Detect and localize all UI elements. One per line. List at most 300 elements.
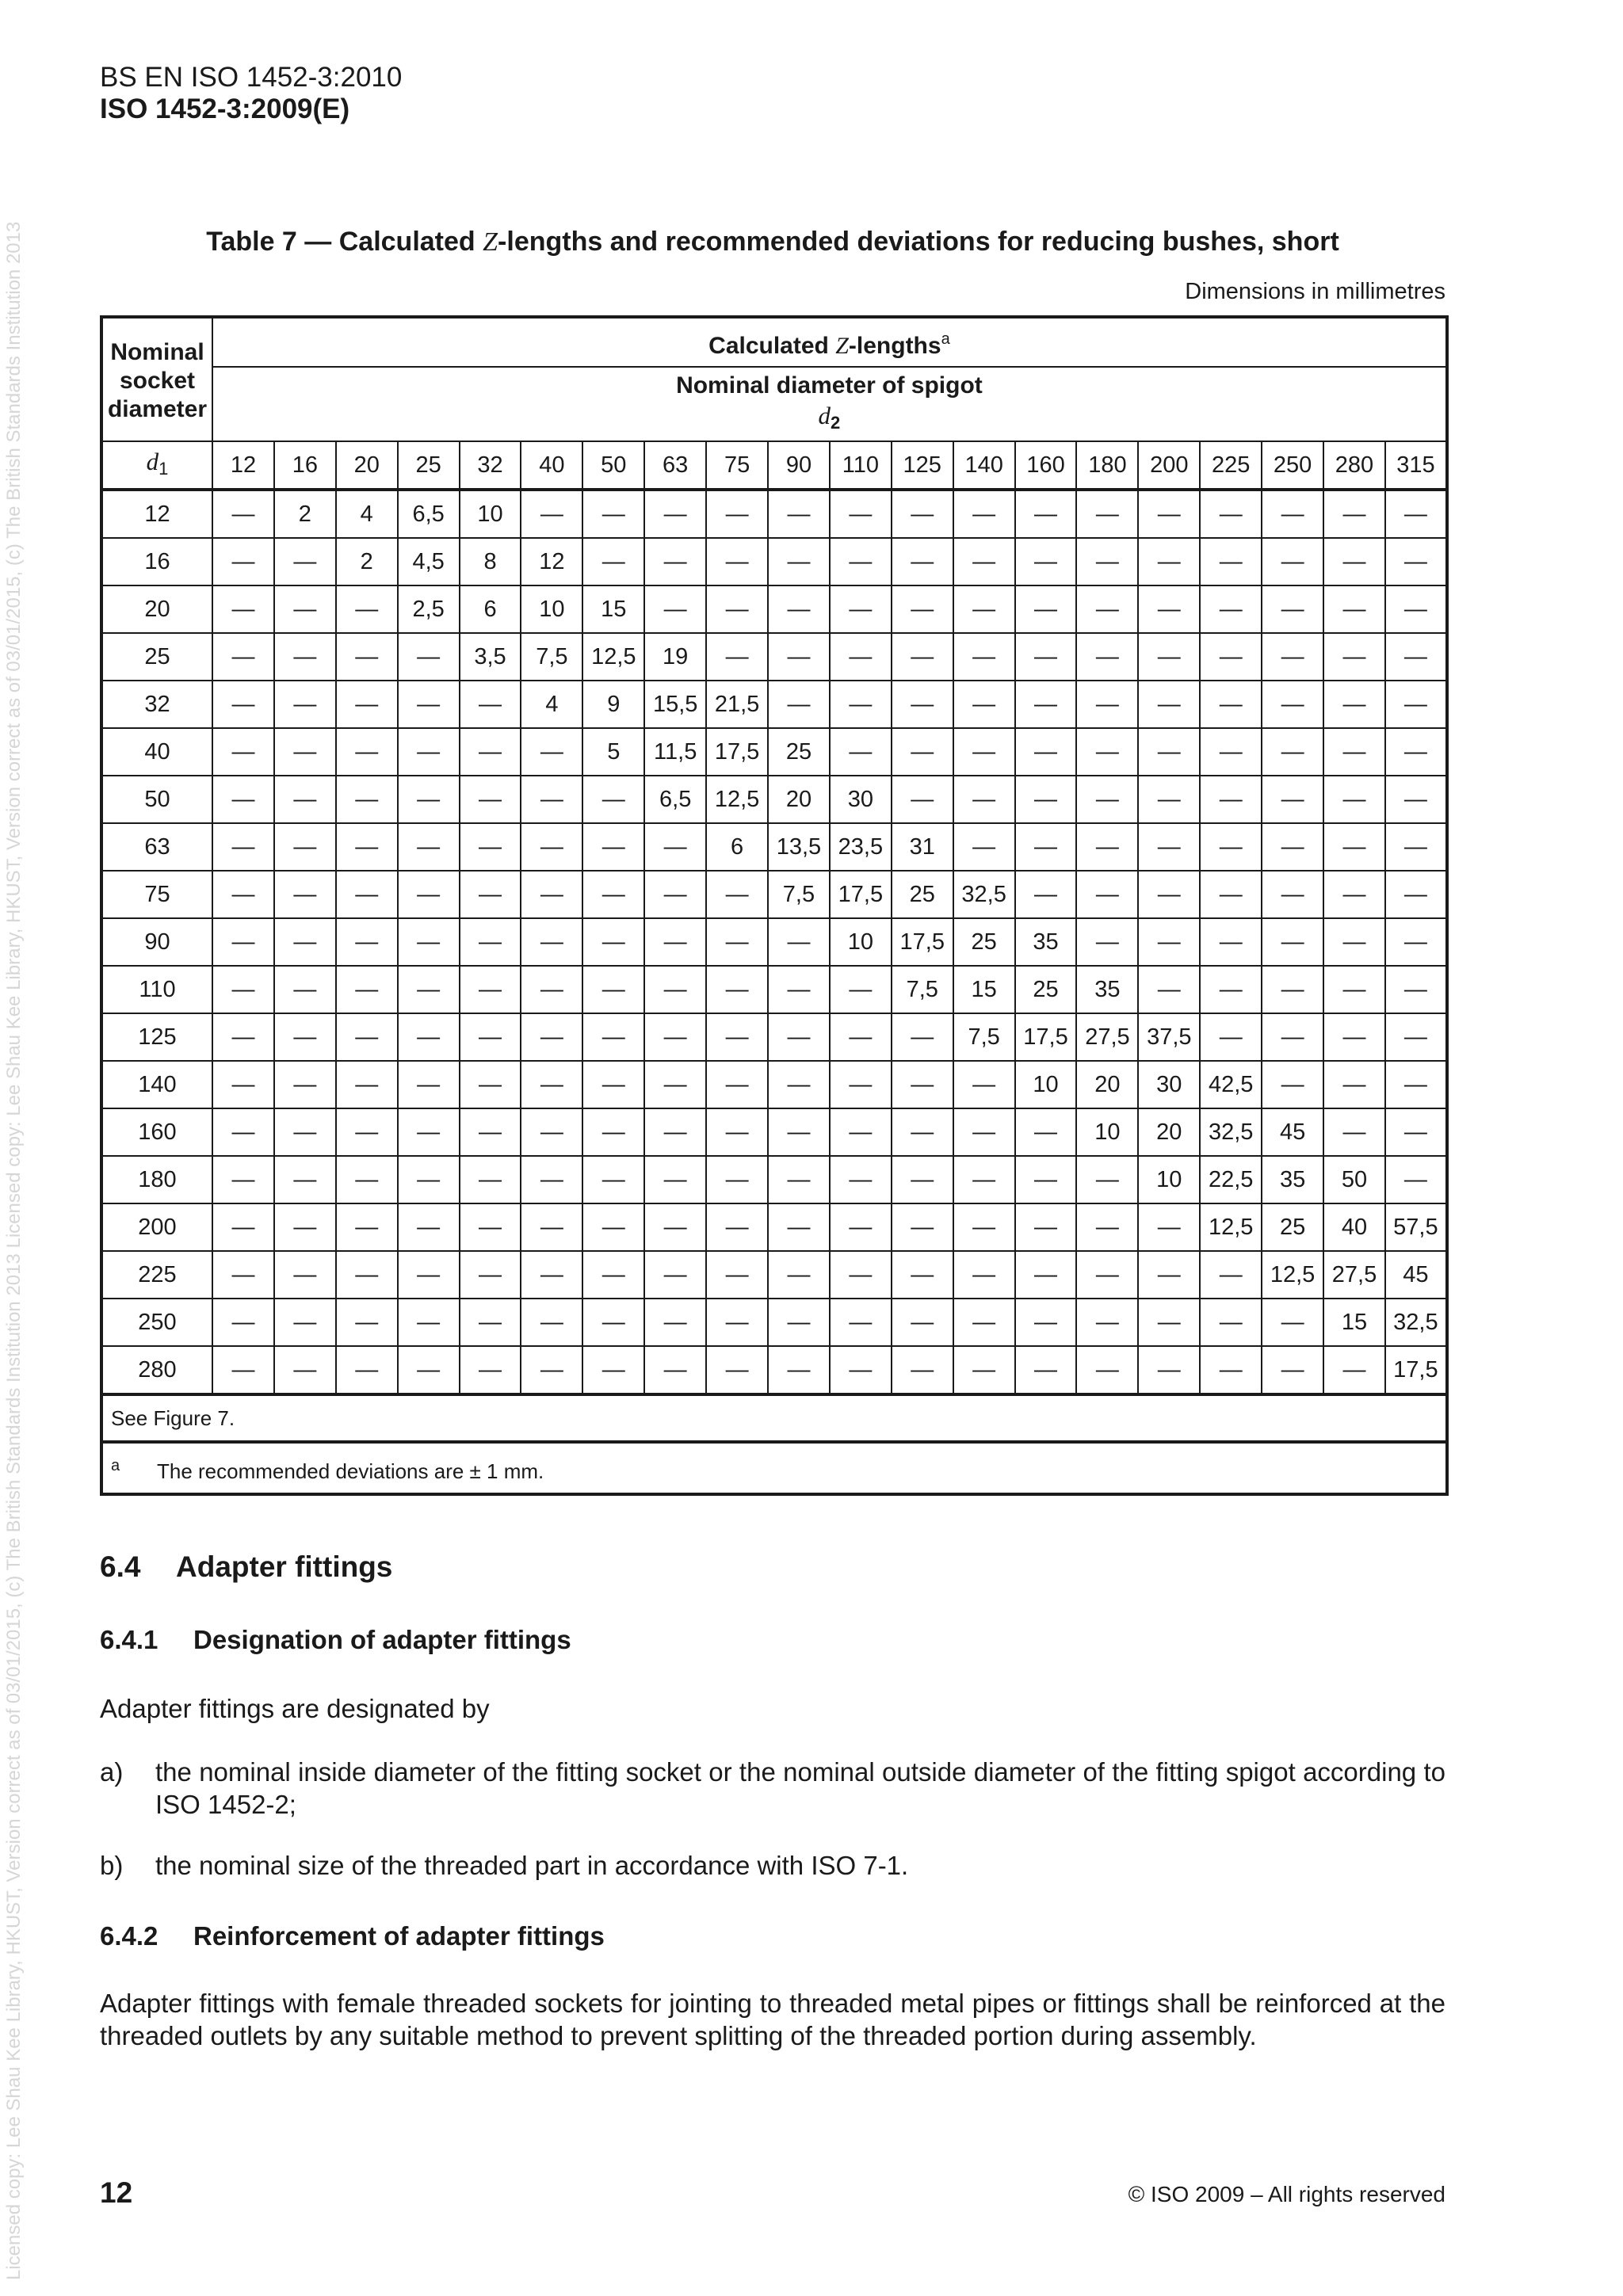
z-length-cell: — xyxy=(1076,776,1138,823)
z-length-cell: 10 xyxy=(830,918,892,966)
z-length-cell: — xyxy=(274,728,336,776)
subsection-1-title: Designation of adapter fittings xyxy=(193,1625,571,1654)
z-length-cell: — xyxy=(1015,1346,1077,1394)
z-length-cell: — xyxy=(212,1013,274,1061)
z-length-cell: — xyxy=(212,776,274,823)
z-length-cell: 31 xyxy=(892,823,953,871)
z-length-cell: — xyxy=(521,1013,582,1061)
z-length-cell: — xyxy=(768,1061,830,1108)
z-length-cell: — xyxy=(830,1013,892,1061)
z-length-cell: 10 xyxy=(460,490,521,538)
z-length-cell: — xyxy=(1076,490,1138,538)
z-length-cell: — xyxy=(706,1299,768,1346)
z-length-cell: — xyxy=(644,1156,706,1203)
socket-diameter-cell: 225 xyxy=(101,1251,212,1299)
z-length-cell: 20 xyxy=(768,776,830,823)
z-length-cell: — xyxy=(706,1156,768,1203)
z-length-cell: 22,5 xyxy=(1200,1156,1262,1203)
z-length-cell: — xyxy=(274,1299,336,1346)
z-length-cell: — xyxy=(212,728,274,776)
z-length-cell: — xyxy=(582,538,644,585)
z-length-cell: — xyxy=(336,1013,398,1061)
z-length-cell: 10 xyxy=(1076,1108,1138,1156)
z-length-cell: — xyxy=(1385,490,1447,538)
z-length-cell: — xyxy=(274,1156,336,1203)
socket-diameter-cell: 16 xyxy=(101,538,212,585)
z-length-cell: — xyxy=(1138,1299,1200,1346)
z-length-cell: — xyxy=(1138,538,1200,585)
z-length-cell: — xyxy=(336,633,398,681)
z-length-cell: — xyxy=(398,871,460,918)
d2-subscript: 2 xyxy=(831,412,841,433)
dimensions-note: Dimensions in millimetres xyxy=(1185,279,1445,304)
z-length-cell: — xyxy=(274,1108,336,1156)
z-length-cell: — xyxy=(1015,871,1077,918)
z-length-cell: — xyxy=(398,776,460,823)
z-length-cell: — xyxy=(1138,1346,1200,1394)
z-length-cell: — xyxy=(706,490,768,538)
z-length-cell: — xyxy=(830,490,892,538)
z-length-cell: 10 xyxy=(1138,1156,1200,1203)
z-length-cell: — xyxy=(1015,681,1077,728)
socket-diameter-cell: 180 xyxy=(101,1156,212,1203)
z-length-cell: — xyxy=(892,728,953,776)
z-length-cell: 2 xyxy=(274,490,336,538)
calc-label-end: -lengths xyxy=(848,332,941,359)
section-number: 6.4 xyxy=(100,1550,141,1583)
z-length-cell: 25 xyxy=(1262,1203,1323,1251)
z-length-cell: — xyxy=(460,1299,521,1346)
table-row xyxy=(101,871,1447,918)
z-length-cell: — xyxy=(212,585,274,633)
z-length-cell: — xyxy=(212,1299,274,1346)
z-length-cell: — xyxy=(953,633,1015,681)
z-length-cell: — xyxy=(521,871,582,918)
z-length-cell: — xyxy=(1385,1061,1447,1108)
spigot-size-header: 110 xyxy=(830,441,892,490)
table-row xyxy=(101,681,1447,728)
z-length-cell: — xyxy=(1323,966,1385,1013)
z-length-cell: — xyxy=(706,1346,768,1394)
list-item-a-label: a) xyxy=(100,1757,124,1787)
table-row xyxy=(101,633,1447,681)
z-length-cell: — xyxy=(460,776,521,823)
z-length-cell: 4,5 xyxy=(398,538,460,585)
socket-diameter-cell: 75 xyxy=(101,871,212,918)
z-length-cell: 17,5 xyxy=(1385,1346,1447,1394)
spigot-label: Nominal diameter of spigot xyxy=(676,372,983,399)
z-length-cell: — xyxy=(1323,871,1385,918)
z-length-cell: 12,5 xyxy=(1200,1203,1262,1251)
z-length-cell: — xyxy=(398,1013,460,1061)
z-length-cell: — xyxy=(1385,728,1447,776)
subsection-1-number: 6.4.1 xyxy=(100,1625,158,1654)
reinforcement-paragraph: Adapter fittings with female threaded sockets for jointing to threaded metal pipes or fittings shall be reinforced at the threaded outlets by any suitable method to prevent splitting of the threaded portion during assembly. xyxy=(100,1989,1445,2050)
z-length-cell: — xyxy=(1385,871,1447,918)
z-length-cell: — xyxy=(582,871,644,918)
z-length-cell: — xyxy=(1015,728,1077,776)
z-length-cell: — xyxy=(1262,1346,1323,1394)
z-length-cell: — xyxy=(582,1203,644,1251)
z-length-cell: — xyxy=(460,1061,521,1108)
z-length-cell: — xyxy=(1385,823,1447,871)
z-length-cell: — xyxy=(274,1346,336,1394)
z-length-cell: — xyxy=(892,1203,953,1251)
z-length-cell: — xyxy=(336,823,398,871)
z-length-cell: — xyxy=(706,1108,768,1156)
z-length-cell: 15 xyxy=(1323,1299,1385,1346)
table-row xyxy=(101,1013,1447,1061)
spigot-size-header: 32 xyxy=(460,441,521,490)
z-length-cell: — xyxy=(1323,776,1385,823)
z-length-cell: — xyxy=(274,776,336,823)
z-length-cell: — xyxy=(830,681,892,728)
table-title xyxy=(100,226,1445,258)
z-length-cell: — xyxy=(336,871,398,918)
z-length-cell: — xyxy=(398,1203,460,1251)
z-length-cell: — xyxy=(1076,1299,1138,1346)
z-length-cell: 23,5 xyxy=(830,823,892,871)
z-length-cell: — xyxy=(1076,585,1138,633)
z-length-cell: — xyxy=(582,776,644,823)
z-length-cell: — xyxy=(706,538,768,585)
z-length-cell: — xyxy=(398,823,460,871)
z-length-cell: — xyxy=(706,1203,768,1251)
z-length-cell: — xyxy=(706,871,768,918)
z-length-cell: — xyxy=(212,681,274,728)
list-item-b xyxy=(100,1849,1445,1882)
z-length-cell: — xyxy=(398,728,460,776)
z-length-cell: — xyxy=(953,681,1015,728)
z-length-cell: — xyxy=(212,1108,274,1156)
z-length-cell: 6 xyxy=(706,823,768,871)
z-length-cell: — xyxy=(582,1251,644,1299)
z-length-cell: — xyxy=(521,1108,582,1156)
z-length-cell: — xyxy=(1015,490,1077,538)
spigot-size-header: 140 xyxy=(953,441,1015,490)
z-length-cell: — xyxy=(892,633,953,681)
z-length-cell: — xyxy=(1200,633,1262,681)
spigot-size-header: 315 xyxy=(1385,441,1447,490)
spigot-size-header: 63 xyxy=(644,441,706,490)
footnote-text: The recommended deviations are ± 1 mm. xyxy=(157,1459,544,1483)
z-length-cell: — xyxy=(212,538,274,585)
z-length-cell: — xyxy=(1138,728,1200,776)
z-length-cell: 10 xyxy=(1015,1061,1077,1108)
z-length-cell: — xyxy=(212,823,274,871)
socket-diameter-cell: 125 xyxy=(101,1013,212,1061)
z-length-cell: 25 xyxy=(953,918,1015,966)
z-length-cell: — xyxy=(1015,538,1077,585)
z-length-cell: — xyxy=(1200,1346,1262,1394)
z-length-cell: — xyxy=(892,490,953,538)
z-length-cell: — xyxy=(1076,728,1138,776)
z-length-cell: — xyxy=(582,1346,644,1394)
z-length-cell: — xyxy=(460,966,521,1013)
z-length-cell: — xyxy=(212,918,274,966)
table-title-z: Z xyxy=(483,227,498,257)
z-length-cell: — xyxy=(212,966,274,1013)
z-length-cell: — xyxy=(644,538,706,585)
spigot-header xyxy=(212,367,1447,441)
z-length-cell: — xyxy=(1323,585,1385,633)
z-length-cell: — xyxy=(830,1061,892,1108)
z-length-cell: — xyxy=(953,728,1015,776)
z-length-cell: — xyxy=(953,1251,1015,1299)
z-length-cell: — xyxy=(398,1299,460,1346)
z-length-cell: 45 xyxy=(1262,1108,1323,1156)
z-length-cell: — xyxy=(830,1203,892,1251)
z-length-cell: 2 xyxy=(336,538,398,585)
z-length-cell: — xyxy=(644,1061,706,1108)
z-length-cell: 11,5 xyxy=(644,728,706,776)
z-length-cell: 4 xyxy=(336,490,398,538)
z-length-cell: — xyxy=(706,1251,768,1299)
z-length-cell: — xyxy=(274,1203,336,1251)
z-length-cell: — xyxy=(892,1299,953,1346)
d2-symbol xyxy=(213,401,1445,438)
z-length-cell: — xyxy=(1262,728,1323,776)
z-length-cell: 35 xyxy=(1015,918,1077,966)
z-length-cell: — xyxy=(1200,1299,1262,1346)
z-length-cell: — xyxy=(1138,1251,1200,1299)
z-length-cell: 2,5 xyxy=(398,585,460,633)
z-length-cell: — xyxy=(1385,538,1447,585)
d2-letter: d xyxy=(818,401,831,429)
z-length-cell: — xyxy=(1262,490,1323,538)
z-length-cell: — xyxy=(953,1156,1015,1203)
z-length-cell: — xyxy=(1262,1013,1323,1061)
z-length-cell: — xyxy=(336,1156,398,1203)
section-6-4-1-heading xyxy=(100,1624,571,1656)
z-length-cell: 20 xyxy=(1138,1108,1200,1156)
z-length-cell: 17,5 xyxy=(830,871,892,918)
z-length-cell: — xyxy=(1076,538,1138,585)
z-length-cell: 42,5 xyxy=(1200,1061,1262,1108)
table-title-start: Table 7 — Calculated xyxy=(206,227,483,257)
z-length-cell: — xyxy=(892,1156,953,1203)
section-6-4-2-heading xyxy=(100,1920,605,1952)
z-length-cell: — xyxy=(1323,1108,1385,1156)
z-length-cell: — xyxy=(644,1013,706,1061)
table-row xyxy=(101,1061,1447,1108)
z-length-cell: — xyxy=(1138,966,1200,1013)
z-length-cell: 7,5 xyxy=(892,966,953,1013)
spigot-size-header: 160 xyxy=(1015,441,1077,490)
z-length-cell: 27,5 xyxy=(1323,1251,1385,1299)
z-length-cell: — xyxy=(521,490,582,538)
z-length-cell: — xyxy=(706,966,768,1013)
z-length-cell: — xyxy=(1323,918,1385,966)
z-length-cell: — xyxy=(1323,633,1385,681)
z-length-cell: — xyxy=(1015,585,1077,633)
z-length-cell: 7,5 xyxy=(953,1013,1015,1061)
z-length-cell: — xyxy=(892,1108,953,1156)
z-length-cell: — xyxy=(953,1299,1015,1346)
socket-diameter-cell: 32 xyxy=(101,681,212,728)
section-6-4-heading xyxy=(100,1550,392,1585)
z-length-cell: 10 xyxy=(521,585,582,633)
calc-label-z: Z xyxy=(835,332,849,359)
z-length-cell: — xyxy=(892,681,953,728)
z-length-cell: — xyxy=(521,1346,582,1394)
z-length-cell: — xyxy=(398,1156,460,1203)
z-length-cell: — xyxy=(1138,776,1200,823)
z-length-cell: 30 xyxy=(830,776,892,823)
socket-diameter-cell: 250 xyxy=(101,1299,212,1346)
socket-diameter-cell: 280 xyxy=(101,1346,212,1394)
z-length-cell: — xyxy=(953,776,1015,823)
z-length-cell: — xyxy=(398,1108,460,1156)
table-row xyxy=(101,1203,1447,1251)
z-length-cell: — xyxy=(953,538,1015,585)
z-length-cell: — xyxy=(582,1061,644,1108)
z-length-cell: — xyxy=(1262,823,1323,871)
z-length-cell: — xyxy=(521,1251,582,1299)
socket-diameter-cell: 90 xyxy=(101,918,212,966)
z-length-cell: — xyxy=(706,1061,768,1108)
spigot-size-header: 20 xyxy=(336,441,398,490)
z-length-cell: — xyxy=(768,1156,830,1203)
z-length-cell: — xyxy=(1262,585,1323,633)
z-length-cell: — xyxy=(768,490,830,538)
z-length-cell: — xyxy=(521,1156,582,1203)
z-length-cell: — xyxy=(336,776,398,823)
table-row xyxy=(101,538,1447,585)
z-length-cell: — xyxy=(892,538,953,585)
z-length-cell: — xyxy=(953,490,1015,538)
z-length-cell: — xyxy=(212,1346,274,1394)
z-length-cell: — xyxy=(274,681,336,728)
z-length-cell: — xyxy=(1076,1251,1138,1299)
list-item-a-text: the nominal inside diameter of the fitting socket or the nominal outside diameter of the fitting spigot according to ISO 1452-2; xyxy=(155,1757,1445,1819)
nominal-socket-header: Nominal socket diameter xyxy=(101,317,212,441)
table-title-end: -lengths and recommended deviations for reducing bushes, short xyxy=(498,227,1339,257)
z-length-cell: — xyxy=(274,538,336,585)
see-figure-note: See Figure 7. xyxy=(101,1394,1447,1442)
spigot-size-header: 180 xyxy=(1076,441,1138,490)
z-length-cell: — xyxy=(336,1108,398,1156)
z-length-cell: — xyxy=(644,585,706,633)
z-length-cell: — xyxy=(644,871,706,918)
z-length-cell: — xyxy=(830,585,892,633)
z-length-cell: — xyxy=(892,1346,953,1394)
z-length-cell: 17,5 xyxy=(1015,1013,1077,1061)
table-row xyxy=(101,1346,1447,1394)
z-length-cell: — xyxy=(521,966,582,1013)
spigot-size-header: 250 xyxy=(1262,441,1323,490)
list-item-a xyxy=(100,1756,1445,1821)
z-length-cell: — xyxy=(582,1013,644,1061)
table-row xyxy=(101,776,1447,823)
z-length-cell: — xyxy=(336,585,398,633)
z-length-cell: — xyxy=(830,966,892,1013)
z-length-cell: 6 xyxy=(460,585,521,633)
spigot-size-header: 280 xyxy=(1323,441,1385,490)
z-length-cell: — xyxy=(830,728,892,776)
socket-diameter-cell: 140 xyxy=(101,1061,212,1108)
z-length-cell: — xyxy=(398,918,460,966)
footnote-mark: a xyxy=(111,1456,120,1474)
z-length-cell: 45 xyxy=(1385,1251,1447,1299)
spigot-size-header: 50 xyxy=(582,441,644,490)
z-length-cell: — xyxy=(768,585,830,633)
z-length-cell: — xyxy=(644,1251,706,1299)
copyright-notice: © ISO 2009 – All rights reserved xyxy=(1128,2182,1445,2206)
z-length-cell: — xyxy=(644,1108,706,1156)
z-length-cell: — xyxy=(274,633,336,681)
z-length-cell: — xyxy=(1323,490,1385,538)
z-length-cell: — xyxy=(212,1061,274,1108)
section-title: Adapter fittings xyxy=(176,1550,393,1583)
table-row xyxy=(101,728,1447,776)
z-length-cell: — xyxy=(1262,633,1323,681)
z-length-cell: — xyxy=(1076,1346,1138,1394)
socket-diameter-cell: 12 xyxy=(101,490,212,538)
z-length-cell: — xyxy=(1385,776,1447,823)
z-length-cell: — xyxy=(644,1203,706,1251)
z-length-cell: 15,5 xyxy=(644,681,706,728)
socket-diameter-cell: 50 xyxy=(101,776,212,823)
z-length-cell: — xyxy=(1076,918,1138,966)
z-length-cell: — xyxy=(892,585,953,633)
z-length-cell: 30 xyxy=(1138,1061,1200,1108)
z-length-cell: — xyxy=(274,966,336,1013)
z-length-cell: — xyxy=(1323,823,1385,871)
socket-diameter-cell: 40 xyxy=(101,728,212,776)
socket-diameter-cell: 20 xyxy=(101,585,212,633)
z-length-cell: — xyxy=(1076,681,1138,728)
z-length-cell: — xyxy=(953,1061,1015,1108)
z-length-cell: 12,5 xyxy=(582,633,644,681)
z-length-cell: — xyxy=(1262,538,1323,585)
z-length-cell: — xyxy=(1200,918,1262,966)
z-length-cell: — xyxy=(1323,538,1385,585)
z-length-cell: — xyxy=(336,728,398,776)
calc-footnote-mark: a xyxy=(941,330,950,348)
z-length-cell: — xyxy=(1262,918,1323,966)
table-row xyxy=(101,966,1447,1013)
z-length-cell: — xyxy=(1200,681,1262,728)
z-length-cell: 57,5 xyxy=(1385,1203,1447,1251)
z-length-cell: — xyxy=(1323,728,1385,776)
z-length-cell: — xyxy=(398,1251,460,1299)
z-length-cell: — xyxy=(1200,871,1262,918)
z-length-cell: 35 xyxy=(1262,1156,1323,1203)
z-length-cell: — xyxy=(1323,681,1385,728)
z-length-cell: — xyxy=(460,1346,521,1394)
calc-label-start: Calculated xyxy=(708,332,836,359)
z-length-cell: — xyxy=(521,823,582,871)
spigot-size-header: 25 xyxy=(398,441,460,490)
z-length-cell: — xyxy=(1262,1299,1323,1346)
z-length-cell: 32,5 xyxy=(1385,1299,1447,1346)
z-length-cell: — xyxy=(460,1108,521,1156)
z-length-cell: — xyxy=(398,966,460,1013)
z-length-cell: — xyxy=(336,681,398,728)
z-length-cell: — xyxy=(1385,1156,1447,1203)
z-length-cell: — xyxy=(892,1251,953,1299)
z-length-cell: — xyxy=(336,1346,398,1394)
z-length-cell: — xyxy=(953,1346,1015,1394)
z-length-cell: — xyxy=(1262,1061,1323,1108)
list-item-b-text: the nominal size of the threaded part in accordance with ISO 7-1. xyxy=(155,1851,909,1880)
z-length-cell: — xyxy=(1200,490,1262,538)
z-length-cell: 32,5 xyxy=(953,871,1015,918)
z-length-cell: — xyxy=(212,1203,274,1251)
z-length-cell: — xyxy=(1138,633,1200,681)
spigot-size-header: 225 xyxy=(1200,441,1262,490)
